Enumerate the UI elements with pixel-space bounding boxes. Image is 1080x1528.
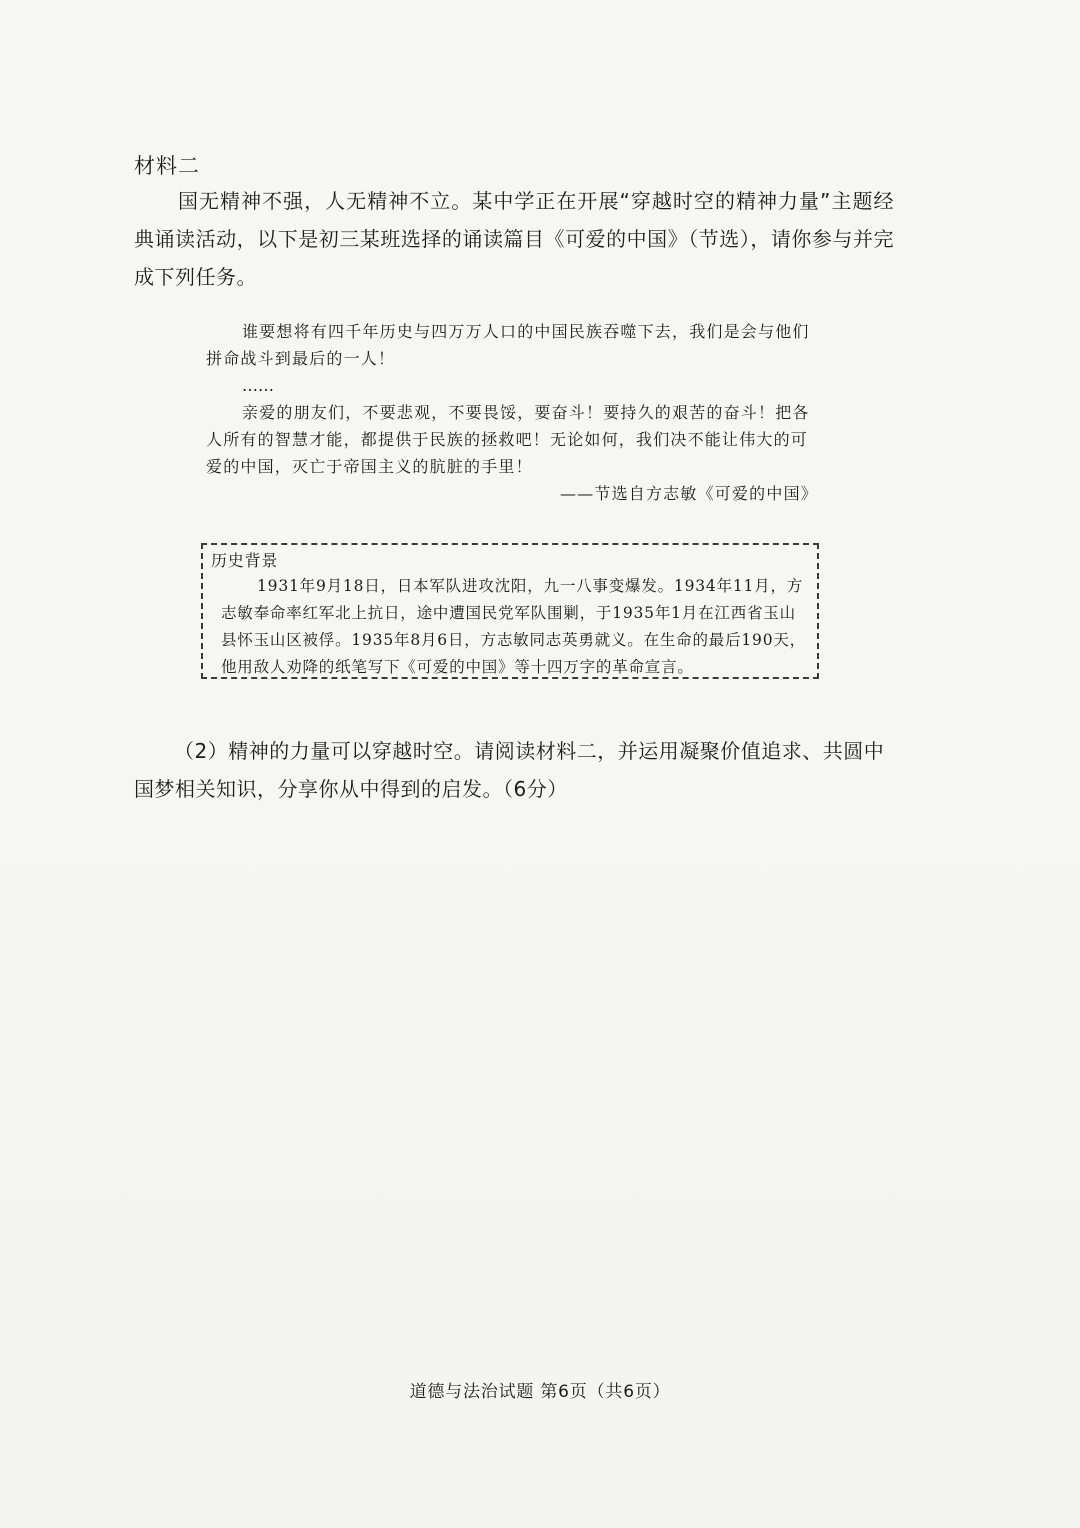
excerpt-source: ——节选自方志敏《可爱的中国》: [559, 484, 818, 503]
excerpt-ellipsis: ……: [242, 376, 274, 395]
question-2: （2）精神的力量可以穿越时空。请阅读材料二，并运用凝聚价值追求、共圆中国梦相关知识，分享你从中得到的启发。（6分）: [134, 739, 885, 801]
excerpt-paragraph-1: 谁要想将有四千年历史与四万万人口的中国民族吞噬下去，我们是会与他们拼命战斗到最后的一人！: [206, 322, 810, 368]
material-intro: 国无精神不强，人无精神不立。某中学正在开展“穿越时空的精神力量”主题经典诵读活动，以下是初三某班选择的诵读篇目《可爱的中国》（节选），请你参与并完成下列任务。: [134, 189, 894, 289]
excerpt-block: [206, 318, 824, 507]
excerpt-paragraph-2: 亲爱的朋友们，不要悲观，不要畏馁，要奋斗！要持久的艰苦的奋斗！把各人所有的智慧才能，都提供于民族的拯救吧！无论如何，我们决不能让伟大的可爱的中国，灭亡于帝国主义的肮脏的手里！: [206, 403, 810, 476]
page-footer: 道德与法治试题 第6页（共6页）: [409, 1382, 671, 1402]
history-background-box: [201, 543, 819, 679]
history-background-title: 历史背景: [211, 551, 279, 570]
material-heading: 材料二: [134, 154, 200, 178]
history-background-text: 1931年9月18日，日本军队进攻沈阳，九一八事变爆发。1934年11月，方志敏奉命率红军北上抗日，途中遭国民党军队围剿，于1935年1月在江西省玉山县怀玉山区被俘。1935年8月6日，方志敏同志英勇就义。在生命的最后190天，他用敌人劝降的纸笔写下《可爱的中国》等十四万字的革命宣言。: [221, 577, 806, 676]
